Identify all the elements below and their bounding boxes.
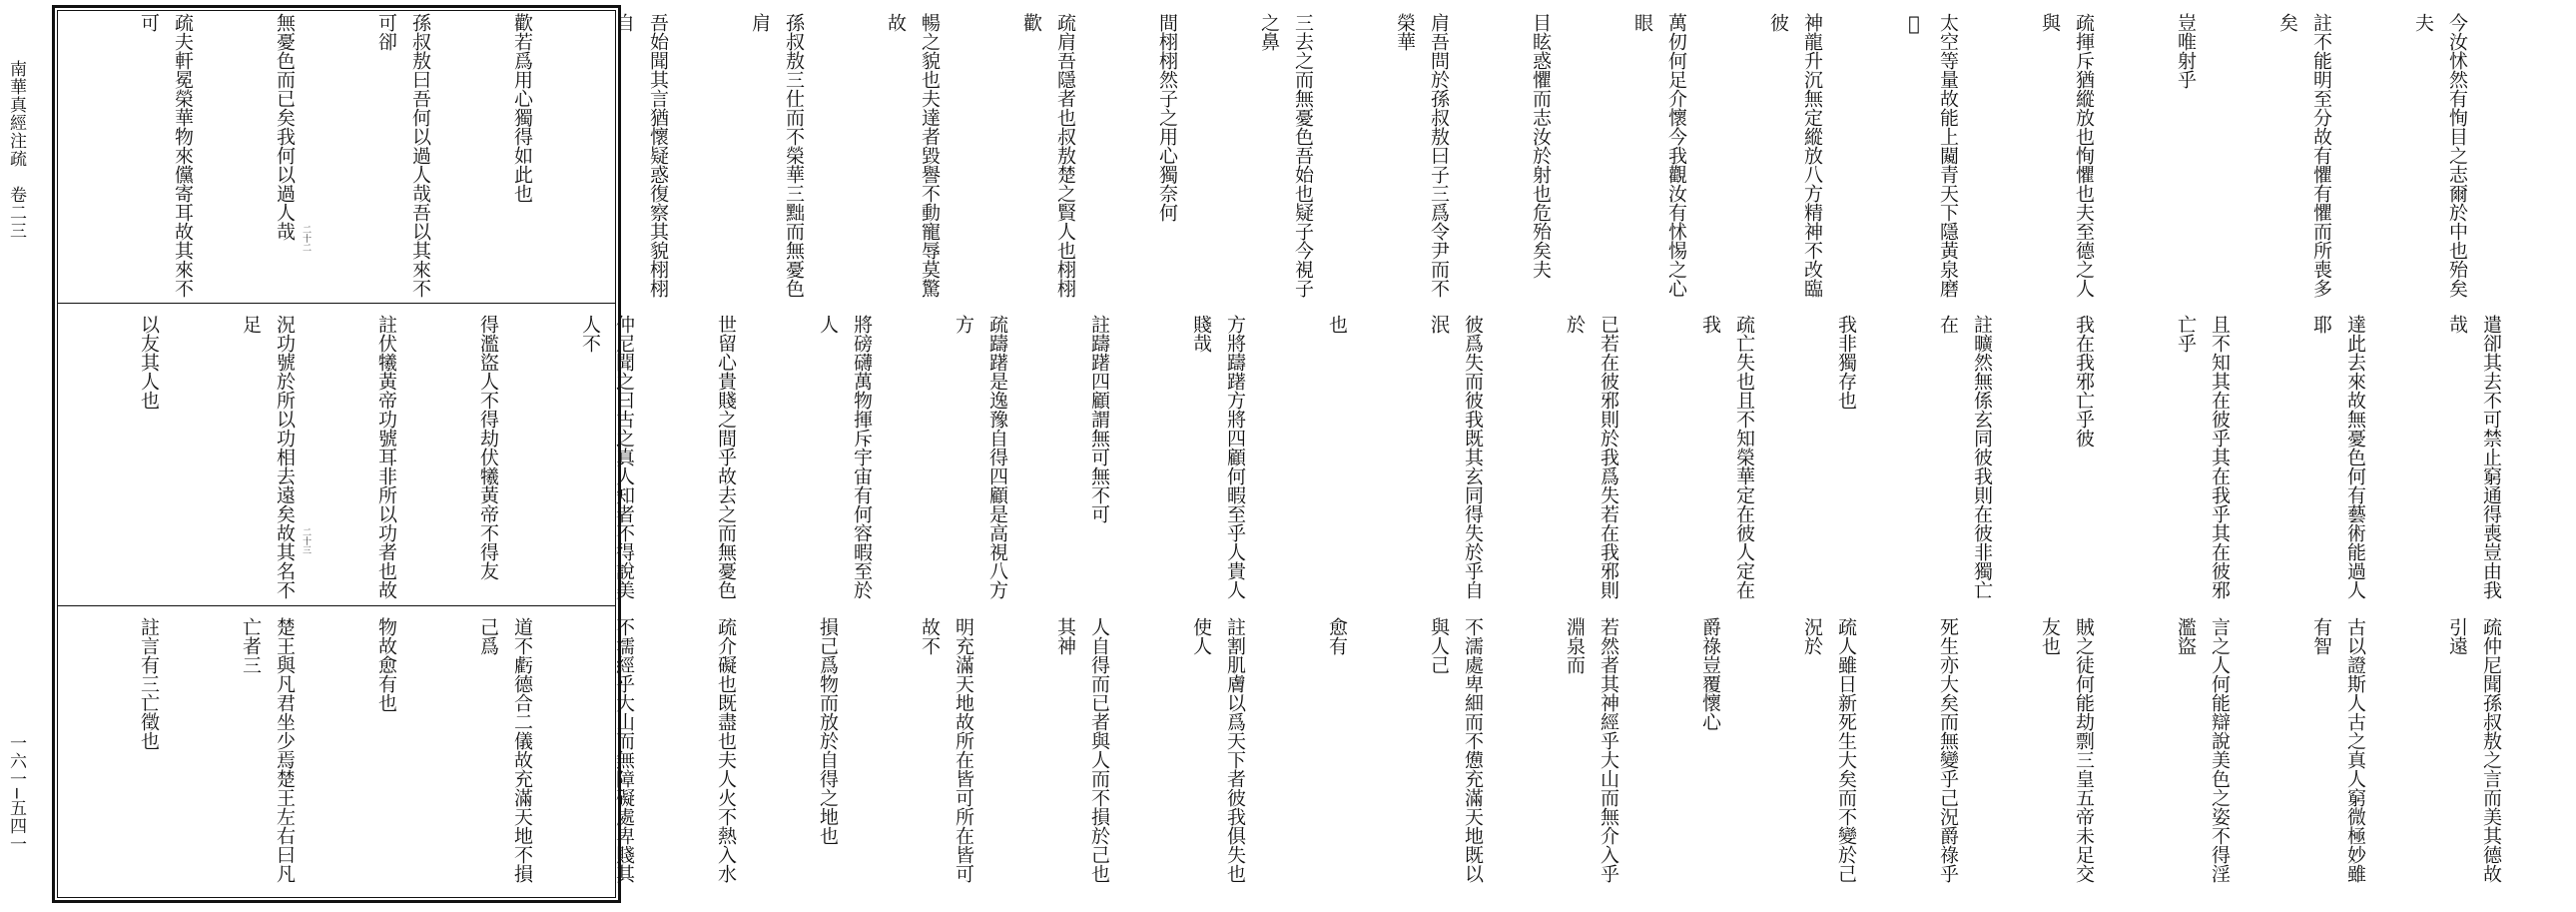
text-column: 遣卻其去不可禁止窮通得喪豈由我哉 <box>2446 315 2502 599</box>
text-register-lower <box>64 617 2502 899</box>
text-column: 疏躊躇是逸豫自得四顧是高視八方方 <box>953 315 1008 599</box>
text-column: 我非獨存也 <box>1835 315 1857 410</box>
text-column: 世留心貴賤之間乎故去之而無憂色 <box>715 315 737 599</box>
text-column: 明充滿天地故所在皆可所在皆可故不 <box>919 617 974 883</box>
text-column: 疏揮斥猶縱放也恂懼也夫至德之人與 <box>2039 13 2095 298</box>
text-column: 爵祿豈覆懷心 <box>1699 617 1721 731</box>
text-column: 神龍升沉無定縱放八方精神不改臨彼 <box>1767 13 1823 298</box>
text-column: 註不能明至分故有懼有懼而所喪多矣 <box>2276 13 2332 298</box>
text-column: 疏亡失也且不知榮華定在彼人定在我 <box>1699 315 1755 599</box>
text-column: 將磅礴萬物揮斥宇宙有何容暇至於人 <box>817 315 873 599</box>
text-column: 以友其人也 <box>138 315 160 410</box>
text-column: 萬仞何足介懷今我觀汝有怵惕之心眼 <box>1631 13 1687 298</box>
text-column: 達此去來故無憂色何有藝術能過人耶 <box>2310 315 2366 599</box>
text-column: 不濡經乎大山而無障礙處卑賤其 <box>613 617 635 883</box>
text-columns-middle <box>64 315 2576 602</box>
text-column: 註言有三亡徵也 <box>138 617 160 750</box>
text-column: 死生亦大矣而無變乎己況爵祿乎 <box>1937 617 1959 883</box>
text-column: 三去之而無憂色吾始也疑子今視子之鼻 <box>1258 13 1314 298</box>
text-column: 物故愈有也 <box>375 617 397 712</box>
folio-mark-middle: 二十三 <box>301 527 311 554</box>
text-column: 註躊躇四顧謂無可無不可 <box>1088 315 1110 523</box>
text-column: 間栩栩然子之用心獨奈何 <box>1156 13 1178 222</box>
text-register-middle <box>64 315 2502 602</box>
text-column: 得濫盜人不得劫伏犧黃帝不得友 <box>477 315 499 580</box>
text-column: 疏夫軒冕榮華物來儻寄耳故其來不可 <box>138 13 194 298</box>
text-column: 愈有 <box>1326 617 1348 655</box>
text-column: 我在我邪亡乎彼 <box>2073 315 2095 448</box>
text-column: 已若在彼邪則於我爲失若在我邪則於 <box>1564 315 1619 599</box>
register-divider-upper <box>57 303 616 304</box>
text-column: 無憂色而已矣我何以過人哉 <box>274 13 296 241</box>
book-title-label: 南華真經注疏 卷二三 <box>6 60 26 240</box>
text-column: 疏肩吾隱者也叔敖楚之賢人也栩栩歡 <box>1020 13 1076 298</box>
text-column: 損己爲物而放於自得之地也 <box>817 617 839 845</box>
text-column: 仲尼聞之曰古之真人知者不得說美人不 <box>579 315 635 599</box>
text-column: 且不知其在彼乎其在我乎其在彼邪亡乎 <box>2175 315 2231 599</box>
text-column: 太空等量故能上闚青天下隱黃泉磨𪧶 <box>1903 13 1959 298</box>
register-divider-lower <box>57 605 616 606</box>
text-column: 古以證斯人古之真人窮微極妙雖有智 <box>2310 617 2366 883</box>
text-column: 暢之貌也夫達者毀譽不動寵辱莫驚故 <box>885 13 941 298</box>
text-columns-upper <box>64 13 2542 301</box>
text-column: 豈唯射乎 <box>2175 13 2197 89</box>
text-column: 方將躊躇方將四顧何暇至乎人貴人賤哉 <box>1190 315 1246 599</box>
text-column: 今汝怵然有恂目之志爾於中也殆矣夫 <box>2412 13 2468 298</box>
text-column: 人自得而已者與人而不損於己也其神 <box>1054 617 1110 883</box>
text-column: 吾始聞其言猶懷疑惑復察其貌栩栩自 <box>613 13 669 298</box>
text-column: 不濡處卑細而不憊充滿天地既以與人己 <box>1428 617 1484 883</box>
text-column: 目眩惑懼而志汝於射也危殆矣夫 <box>1530 13 1552 279</box>
text-columns-lower <box>64 617 2576 899</box>
text-column: 道不虧德合二儀故充滿天地不損己爲 <box>477 617 533 883</box>
text-column: 註割肌膚以爲天下者彼我俱失也使人 <box>1190 617 1246 883</box>
text-register-upper <box>64 13 2468 301</box>
folio-mark-upper: 二十二 <box>301 225 311 252</box>
text-column: 若然者其神經乎大山而無介入乎淵泉而 <box>1564 617 1619 883</box>
text-column: 賊之徒何能劫剽三皇五帝未足交友也 <box>2039 617 2095 883</box>
text-column: 註曠然無係玄同彼我則在彼非獨亡在 <box>1937 315 1993 599</box>
page-number-label: 一六一─五四一 <box>6 734 26 854</box>
text-column: 疏仲尼聞孫叔敖之言而美其德故引遠 <box>2446 617 2502 883</box>
text-column: 疏人雖日新死生大矣而不變於己況於 <box>1801 617 1857 883</box>
text-column: 楚王與凡君坐少焉楚王左右曰凡亡者三 <box>240 617 296 883</box>
text-column: 歡若爲用心獨得如此也 <box>511 13 533 203</box>
text-column: 彼爲失而彼我既其玄同得失於乎自泯 <box>1428 315 1484 599</box>
text-column: 言之人何能辯說美色之姿不得淫濫盜 <box>2175 617 2231 883</box>
text-column: 疏介礙也既盡也夫人火不熱入水 <box>715 617 737 883</box>
text-column: 況功號於所以功相去遠矣故其名不足 <box>240 315 296 599</box>
text-column: 孫叔敖曰吾何以過人哉吾以其來不可卻 <box>375 13 431 298</box>
text-column: 註伏犧黃帝功號耳非所以功者也故 <box>375 315 397 599</box>
text-column: 肩吾問於孫叔敖曰子三爲令尹而不榮華 <box>1394 13 1450 298</box>
text-column: 也 <box>1326 315 1348 334</box>
text-column: 孫叔敖三仕而不榮華三黜而無憂色肩 <box>749 13 805 298</box>
